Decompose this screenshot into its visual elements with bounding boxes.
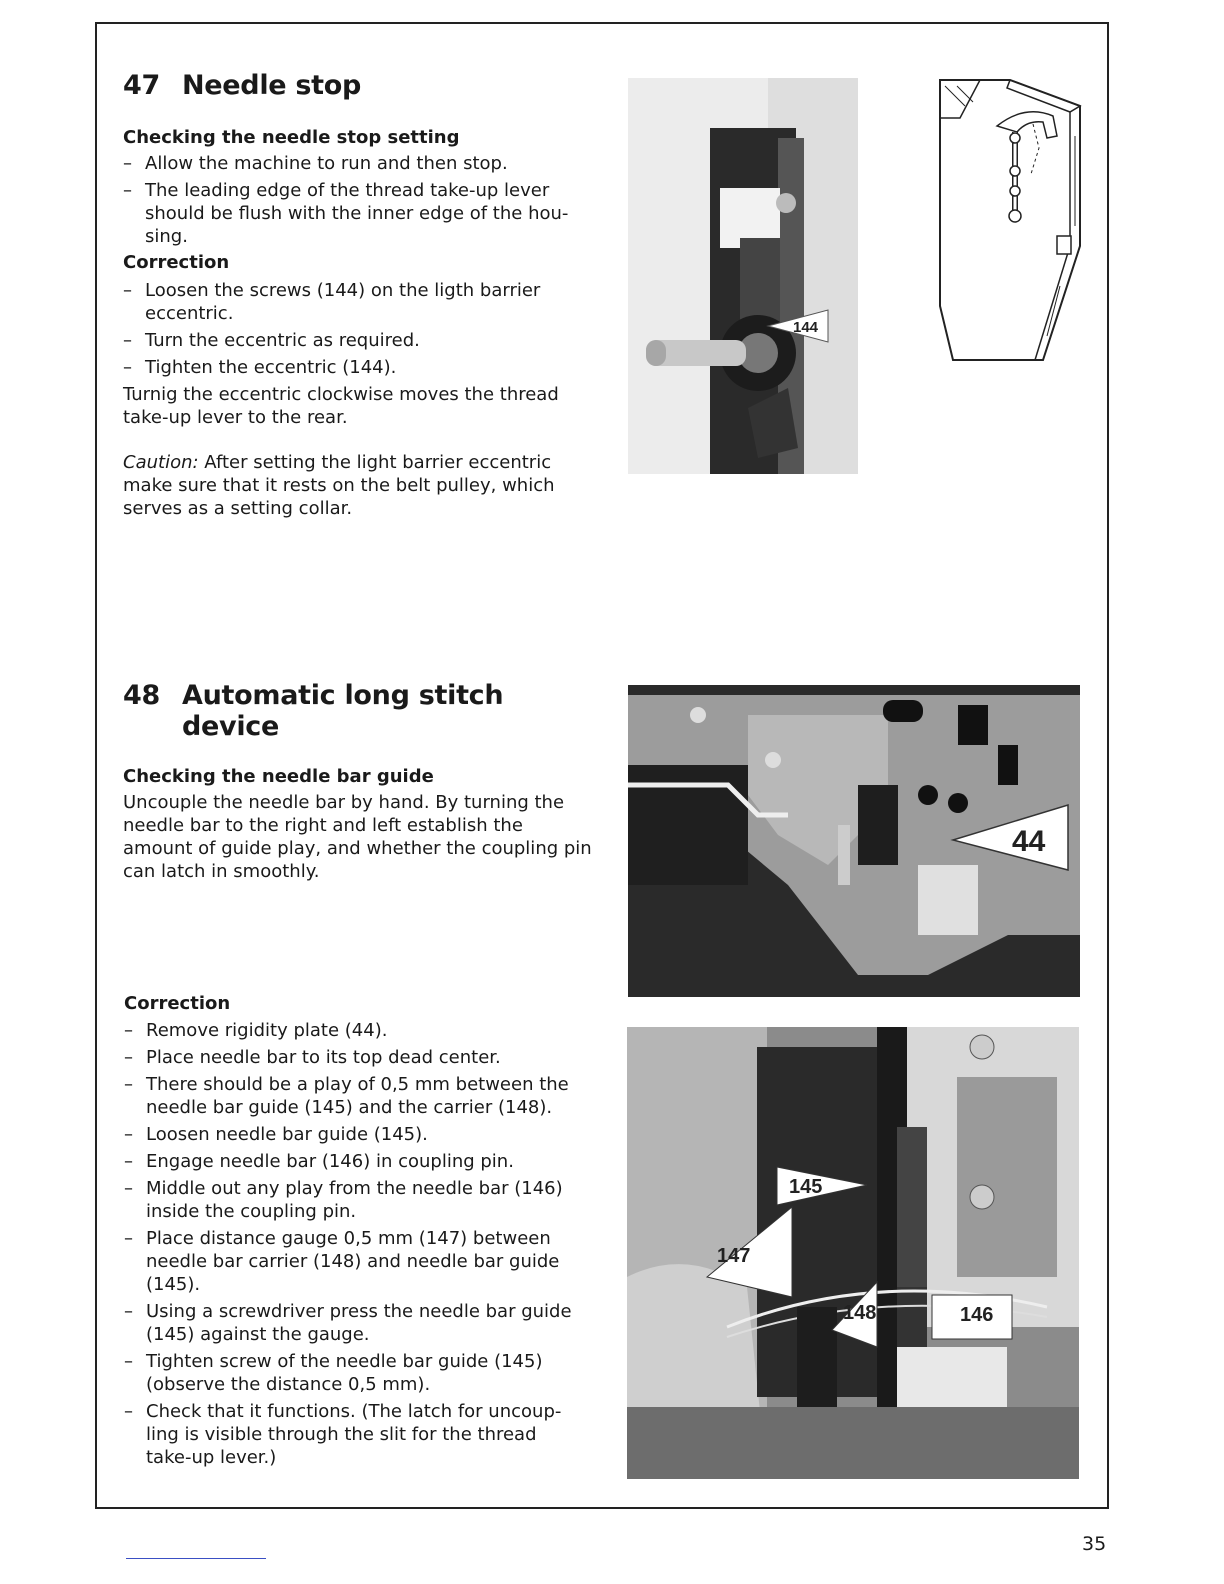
- section-48-heading: [123, 680, 593, 742]
- section-47-heading: [123, 70, 583, 101]
- list-item: – Place distance gauge 0,5 mm (147) between needle bar carrier (148) and needle bar guide (145).: [124, 1227, 584, 1296]
- needle-bar-guide-photo-art: [627, 1027, 1079, 1479]
- needle-stop-photo: [628, 78, 858, 474]
- section-47-title: Needle stop: [181, 70, 362, 101]
- photo-label-145: 145: [789, 1176, 823, 1198]
- list-item: – Using a screwdriver press the needle bar guide (145) against the gauge.: [124, 1300, 584, 1346]
- check-heading-48: Checking the needle bar guide: [123, 766, 434, 787]
- photo-label-144: 144: [793, 319, 819, 336]
- rigidity-plate-photo-art: [628, 685, 1080, 997]
- correction-heading-48: Correction: [124, 993, 231, 1014]
- list-item: – Tighten screw of the needle bar guide (145) (observe the distance 0,5 mm).: [124, 1350, 584, 1396]
- list-item: – Engage needle bar (146) in coupling pin.: [124, 1150, 584, 1173]
- caution-47: [123, 451, 583, 520]
- page-number: 35: [1082, 1533, 1107, 1555]
- list-item: – Place needle bar to its top dead center.: [124, 1046, 584, 1069]
- needle-bar-guide-photo: [627, 1027, 1079, 1479]
- caution-text: After setting the light barrier eccentric make sure that it rests on the belt pulley, which serves as a setting collar.: [123, 452, 555, 519]
- section-47-number: 47: [123, 70, 160, 101]
- needle-stop-photo-art: [628, 78, 858, 474]
- list-item: – Middle out any play from the needle bar (146) inside the coupling pin.: [124, 1177, 584, 1223]
- correction-steps-48: [124, 1019, 584, 1469]
- caution-label: Caution:: [123, 452, 199, 473]
- section-48-intro: [123, 680, 593, 883]
- list-item: – Remove rigidity plate (44).: [124, 1019, 584, 1042]
- list-item: – Tighten the eccentric (144).: [123, 356, 583, 379]
- check-text-48: Uncouple the needle bar by hand. By turning the needle bar to the right and left establish the amount of guide play, and whether the coupling pin can latch in smoothly.: [123, 792, 592, 882]
- list-item: – Allow the machine to run and then stop.: [123, 152, 583, 175]
- housing-diagram-art: [935, 76, 1085, 366]
- list-item: – Loosen needle bar guide (145).: [124, 1123, 584, 1146]
- rigidity-plate-photo: [628, 685, 1080, 997]
- check-steps-47: [123, 152, 583, 248]
- list-item: – There should be a play of 0,5 mm between the needle bar guide (145) and the carrier (148).: [124, 1073, 584, 1119]
- footer-divider: [126, 1558, 266, 1559]
- photo-label-146: 146: [960, 1304, 994, 1326]
- list-item: – Turn the eccentric as required.: [123, 329, 583, 352]
- photo-label-147: 147: [717, 1245, 751, 1267]
- photo-label-148: 148: [843, 1302, 877, 1324]
- note-47: Turnig the eccentric clockwise moves the thread take-up lever to the rear.: [123, 384, 559, 428]
- list-item: – The leading edge of the thread take-up lever should be flush with the inner edge of the hou-sing.: [123, 179, 583, 248]
- section-48-title: Automatic long stitch device: [181, 680, 504, 742]
- check-heading-47: Checking the needle stop setting: [123, 127, 460, 148]
- housing-diagram: [935, 76, 1085, 366]
- photo-label-44: 44: [1012, 825, 1046, 858]
- section-48-number: 48: [123, 680, 160, 711]
- correction-steps-47: [123, 279, 583, 379]
- list-item: – Check that it functions. (The latch for uncoup-ling is visible through the slit for the thread take-up lever.): [124, 1400, 584, 1469]
- section-48-correction: [124, 993, 584, 1473]
- correction-heading-47: Correction: [123, 252, 230, 273]
- list-item: – Loosen the screws (144) on the ligth barrier eccentric.: [123, 279, 583, 325]
- section-47-text: [123, 70, 583, 520]
